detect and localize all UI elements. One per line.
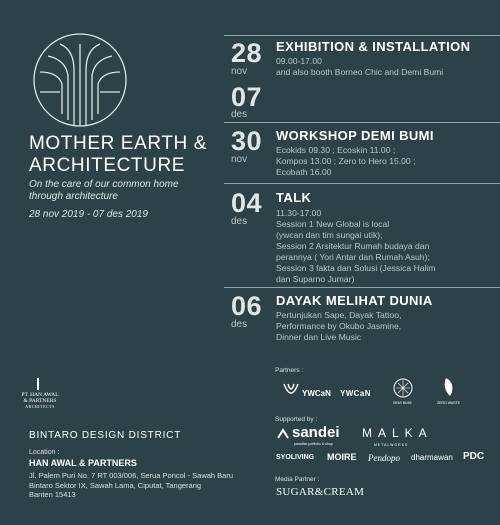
event-month: nov xyxy=(231,154,248,165)
event-title: EXHIBITION & INSTALLATION xyxy=(276,39,471,54)
supporter-logo-malka: MALKA xyxy=(362,426,433,440)
event-day-end: 07 xyxy=(231,82,263,112)
event-title: WORKSHOP DEMI BUMI xyxy=(276,128,434,143)
organizer-logo: PT. HAN AWAL & PARTNERS ARCHITECTS xyxy=(21,392,59,409)
location-label: Location : xyxy=(29,449,60,456)
organizer-logo-mark xyxy=(37,378,39,390)
poster-title: MOTHER EARTH & ARCHITECTURE xyxy=(29,133,208,176)
partner-logo-zero-waste: ZERO WASTE xyxy=(437,401,461,405)
poster-subtitle: On the care of our common home through architecture xyxy=(29,179,179,202)
divider xyxy=(224,287,500,288)
supporter-malka-sub: METALWORKS xyxy=(374,443,409,447)
supporter-logo-sandei: sandei xyxy=(292,424,340,441)
event-details: 09.00-17.00 and also booth Borneo Chic and Demi Bumi xyxy=(276,56,444,77)
event-day: 30 xyxy=(231,126,263,156)
location-name: HAN AWAL & PARTNERS xyxy=(29,458,137,468)
demi-bumi-icon xyxy=(392,377,414,399)
sponsor-logo-pendopo: Pendopo xyxy=(368,453,400,463)
partner-logo-demi-bumi: DEMI BUMI xyxy=(393,401,412,405)
supported-label: Supported by : xyxy=(275,416,318,423)
address: Jl. Palem Puri No. 7 RT 003/006, Serua Poncol - Sawah Baru Bintaro Sektor IX, Sawah Lama, Ciputat, Tangerang Banten 15413 xyxy=(29,471,233,499)
divider xyxy=(224,122,500,123)
event-month-end: des xyxy=(231,109,248,120)
sponsor-logo-moire: MOIRE xyxy=(327,452,357,462)
event-month: des xyxy=(231,319,248,330)
divider xyxy=(224,183,500,184)
media-label: Media Partner : xyxy=(275,476,320,483)
sandei-icon xyxy=(276,428,290,440)
district-name: BINTARO DESIGN DISTRICT xyxy=(29,430,182,441)
date-range: 28 nov 2019 - 07 des 2019 xyxy=(29,209,148,220)
sponsor-logo-dharmawan: dharmawan xyxy=(411,453,453,462)
event-day: 06 xyxy=(231,291,263,321)
tree-emblem-icon xyxy=(30,30,130,130)
event-details: Ecokids 09.30 ; Ecoskin 11.00 ; Kompos 13.00 ; Zero to Hero 15.00 ; Ecobath 16.00 xyxy=(276,145,416,177)
sponsor-logo-syoliving: SYOLIVING xyxy=(276,454,315,461)
leaf-icon xyxy=(440,376,460,398)
partner-logo-ywcan: YWCaN xyxy=(302,389,331,398)
event-title: TALK xyxy=(276,190,312,205)
sponsor-logo-pdc: PDC xyxy=(463,451,485,462)
event-day: 04 xyxy=(231,188,263,218)
event-details: Pertunjukan Sape, Dayak Tattoo, Performance by Okubo Jasmine, Dinner dan Live Music xyxy=(276,310,402,342)
event-month: nov xyxy=(231,66,248,77)
event-month: des xyxy=(231,216,248,227)
event-day: 28 xyxy=(231,38,263,68)
ywcan-icon xyxy=(280,380,302,402)
partner-logo-ywcan-2: YWCaN xyxy=(340,389,371,398)
supporter-sandei-sub: paradise portfolio & shop xyxy=(294,442,333,446)
partners-label: Partners : xyxy=(275,367,304,374)
divider xyxy=(224,35,500,36)
event-title: DAYAK MELIHAT DUNIA xyxy=(276,293,433,308)
media-logo-sugar-cream: SUGAR&CREAM xyxy=(276,486,365,498)
event-details: 11.30-17.00 Session 1 New Global is local (ywcan dan tim sungai utik); Session 2 Arsitektur Rumah budaya dan perannya ( Yori Antar dan Rumah Asuh); Session 3 fakta dan Solusi (Jessica Halim dan Suparno Jumar) xyxy=(276,208,436,284)
